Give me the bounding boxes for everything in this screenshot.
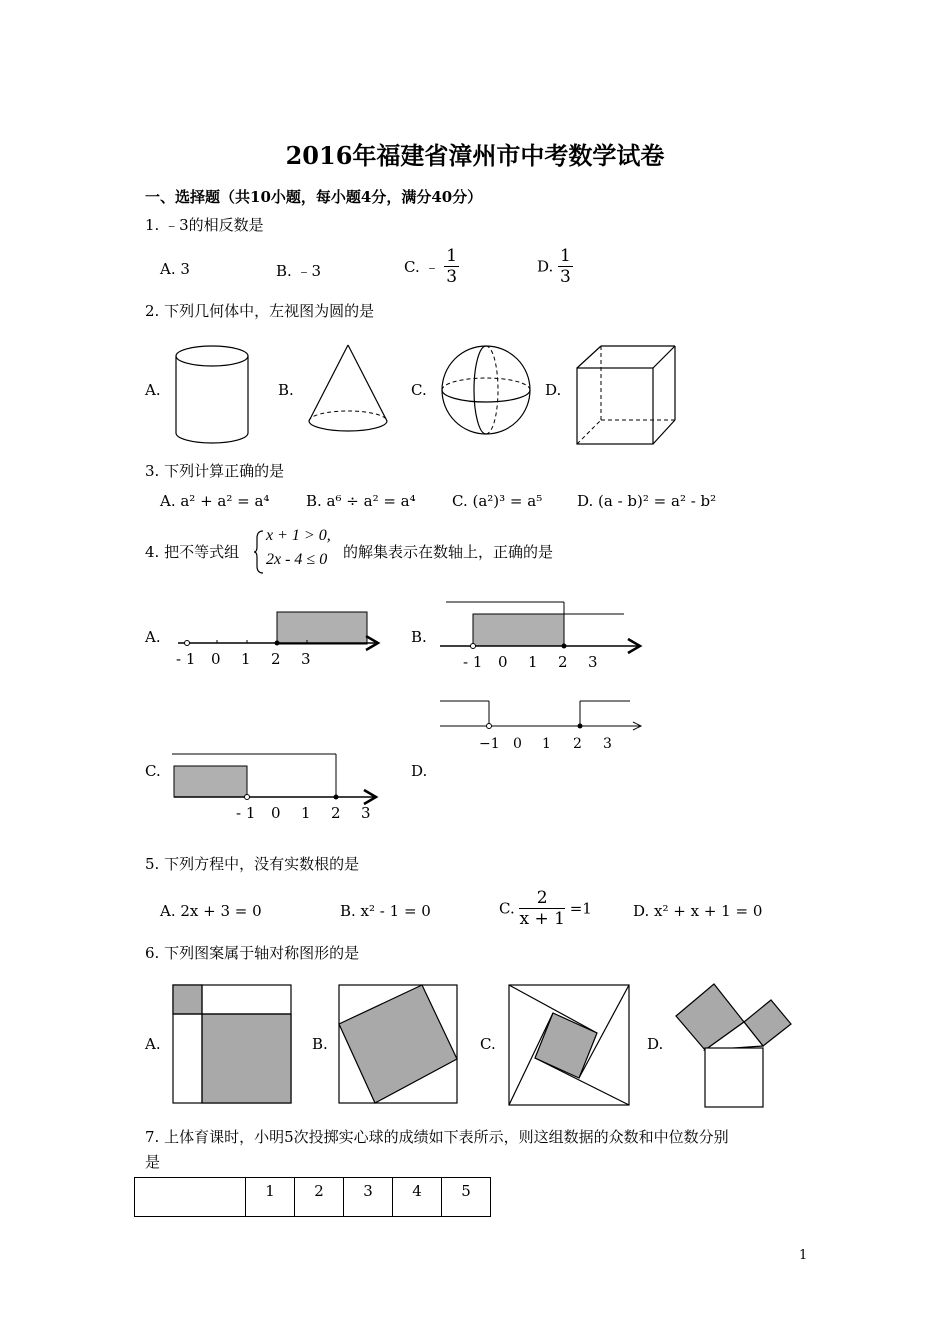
q5-option-c: [499, 888, 592, 929]
table-cell: 3: [344, 1178, 393, 1217]
question-4-stem-prefix: 4. 把不等式组: [145, 543, 240, 561]
q3-option-d: D. (a - b)² = a² - b²: [577, 492, 717, 510]
question-7-stem-line-2: 是: [145, 1153, 161, 1171]
number-line-b: [440, 598, 648, 658]
inequality-line-1: x + 1 > 0,: [266, 527, 331, 544]
q2-label-d: D.: [545, 381, 562, 399]
q1-c-den: 3: [446, 267, 458, 287]
tick-a-1: 1: [241, 650, 251, 668]
table-row: [135, 1178, 491, 1217]
pattern-a: [172, 984, 292, 1104]
q1-d-fraction: [558, 246, 573, 287]
q5-c-num: 2: [519, 888, 564, 909]
q4-label-a: A.: [145, 628, 161, 646]
question-4-stem-suffix: 的解集表示在数轴上，正确的是: [343, 543, 554, 561]
cube-icon: [575, 344, 677, 448]
q1-c-fraction: [444, 246, 459, 287]
tick-b-0: 0: [498, 653, 508, 671]
q6-label-d: D.: [647, 1035, 664, 1053]
tick-b-neg1: - 1: [463, 653, 483, 671]
q5-c-suffix: =1: [569, 899, 592, 918]
tick-c-2: 2: [331, 804, 341, 822]
cone-icon: [303, 343, 393, 435]
question-6-stem: 6. 下列图案属于轴对称图形的是: [145, 944, 360, 962]
q5-c-fraction: [519, 888, 564, 929]
sphere-icon: [440, 344, 532, 436]
question-7-stem-line-1: 7. 上体育课时，小明5次投掷实心球的成绩如下表所示，则这组数据的众数和中位数分别: [145, 1128, 729, 1146]
q1-option-d: [537, 246, 573, 287]
question-1-stem: 1. ﹣3的相反数是: [145, 216, 264, 234]
question-2-stem: 2. 下列几何体中，左视图为圆的是: [145, 302, 375, 320]
page-number: 1: [799, 1248, 808, 1263]
tick-d-0: 0: [513, 736, 522, 752]
tick-a-2: 2: [271, 650, 281, 668]
tick-c-0: 0: [271, 804, 281, 822]
q5-option-a: A. 2x + 3 = 0: [160, 902, 262, 920]
q1-d-num: 1: [560, 246, 571, 266]
q1-d-prefix: D.: [537, 257, 559, 276]
table-cell: 2: [295, 1178, 344, 1217]
q3-option-a: A. a² + a² = a⁴: [160, 492, 270, 510]
tick-d-neg1: −1: [479, 736, 500, 752]
question-3-stem: 3. 下列计算正确的是: [145, 462, 285, 480]
system-brace: [254, 530, 264, 574]
q3-option-c: C. (a²)³ = a⁵: [452, 492, 543, 510]
tick-d-1: 1: [542, 736, 551, 752]
tick-c-3: 3: [361, 804, 371, 822]
table-cell: 4: [393, 1178, 442, 1217]
tick-d-3: 3: [603, 736, 612, 752]
q1-option-b: B. ﹣3: [276, 262, 322, 280]
tick-a-neg1: - 1: [176, 650, 196, 668]
q7-table: [134, 1177, 491, 1217]
question-5-stem: 5. 下列方程中，没有实数根的是: [145, 855, 360, 873]
tick-a-0: 0: [211, 650, 221, 668]
q4-label-d: D.: [411, 762, 428, 780]
table-cell-label: [135, 1178, 246, 1217]
cylinder-icon: [170, 343, 254, 447]
q6-label-c: C.: [480, 1035, 496, 1053]
pattern-d: [674, 982, 794, 1110]
number-line-d: [440, 698, 646, 734]
q2-label-c: C.: [411, 381, 427, 399]
q2-label-b: B.: [278, 381, 294, 399]
pattern-b: [338, 984, 458, 1104]
q5-c-den: x + 1: [519, 909, 565, 929]
tick-b-3: 3: [588, 653, 598, 671]
q1-c-prefix: C. ﹣: [404, 258, 440, 276]
q1-option-a: A. 3: [160, 260, 190, 278]
table-cell: 1: [246, 1178, 295, 1217]
q1-c-num: 1: [446, 246, 458, 266]
tick-c-1: 1: [301, 804, 311, 822]
q5-option-b: B. x² - 1 = 0: [340, 902, 431, 920]
number-line-c: [170, 750, 385, 808]
q5-option-d: D. x² + x + 1 = 0: [633, 902, 763, 920]
q6-label-a: A.: [145, 1035, 161, 1053]
pattern-c: [508, 984, 630, 1106]
tick-b-1: 1: [528, 653, 538, 671]
tick-a-3: 3: [301, 650, 311, 668]
q3-option-b: B. a⁶ ÷ a² = a⁴: [306, 492, 416, 510]
page-title: 2016年福建省漳州市中考数学试卷: [285, 141, 665, 170]
tick-c-neg1: - 1: [236, 804, 256, 822]
q4-label-b: B.: [411, 628, 427, 646]
q5-c-prefix: C.: [499, 899, 520, 918]
q2-label-a: A.: [145, 381, 161, 399]
q1-option-c: [404, 246, 459, 287]
section-heading: 一、选择题（共10小题，每小题4分，满分40分）: [145, 188, 483, 206]
inequality-line-2: 2x - 4 ≤ 0: [266, 551, 328, 568]
q1-d-den: 3: [560, 267, 571, 287]
q4-label-c: C.: [145, 762, 161, 780]
tick-d-2: 2: [573, 736, 582, 752]
tick-b-2: 2: [558, 653, 568, 671]
table-cell: 5: [442, 1178, 491, 1217]
q6-label-b: B.: [312, 1035, 328, 1053]
